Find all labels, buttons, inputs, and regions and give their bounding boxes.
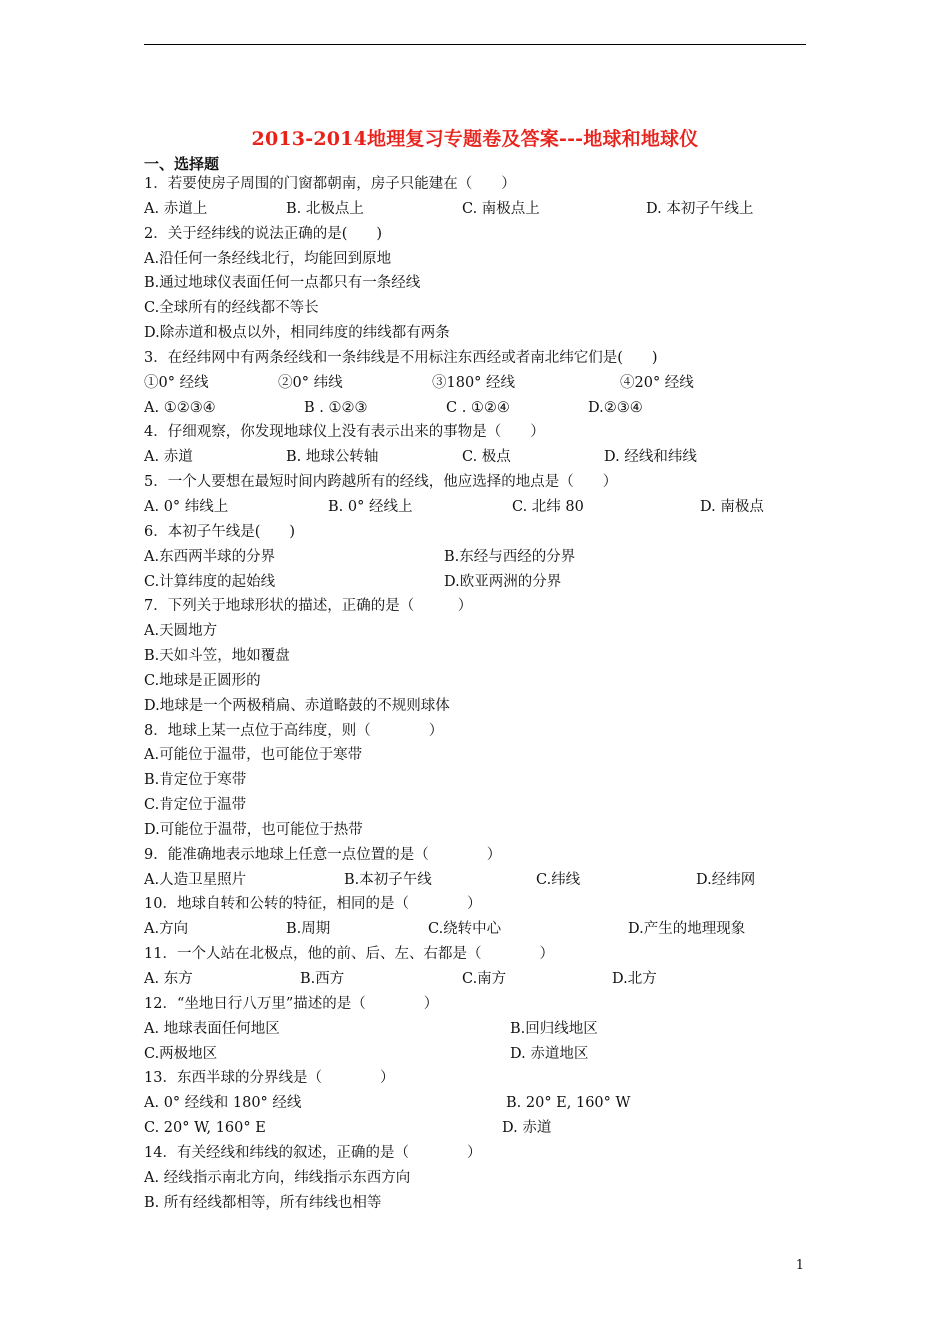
text-line [144,420,824,445]
text-line [144,1066,824,1091]
text-line [144,495,824,520]
text-line [144,1141,824,1166]
text-line [144,644,824,669]
line-text: 12．“坐地日行八万里”描述的是（ ） [144,995,439,1012]
text-line [144,1116,824,1141]
option-text: D. 赤道地区 [510,1045,589,1062]
option-text: ④20° 经线 [620,374,694,391]
option-text: A.东西两半球的分界 [144,548,276,565]
line-text: B. 所有经线都相等，所有纬线也相等 [144,1194,382,1211]
text-line [144,818,824,843]
question-list [144,172,824,1215]
line-text: C.地球是正圆形的 [144,672,261,689]
option-text: D. 赤道 [502,1120,552,1137]
option-text: A. 东方 [144,971,193,987]
text-line [144,445,824,470]
option-text: C. 极点 [462,449,511,466]
line-text: A.沿任何一条经线北行，均能回到原地 [144,250,392,267]
option-text: D. 经线和纬线 [604,449,697,466]
option-text: C.两极地区 [144,1045,218,1062]
line-text: 1．若要使房子周围的门窗都朝南，房子只能建在（ ） [144,176,516,192]
option-text: C.计算纬度的起始线 [144,573,276,590]
option-text: B.周期 [286,921,331,938]
line-text: 2．关于经纬线的说法正确的是( ) [144,225,383,242]
text-line [144,694,824,719]
text-line [144,470,824,495]
text-line [144,1191,824,1216]
option-text: ②0° 纬线 [278,374,343,391]
line-text: B.通过地球仪表面任何一点都只有一条经线 [144,275,421,292]
text-line [144,892,824,917]
line-text: A. 经线指示南北方向，纬线指示东西方向 [144,1169,411,1186]
text-line [144,396,824,421]
line-text: A.天圆地方 [144,623,218,640]
text-line [144,743,824,768]
text-line [144,172,824,197]
option-text: D.产生的地理现象 [628,921,746,938]
text-line [144,719,824,744]
page-number: 1 [795,1258,804,1273]
option-text: D.欧亚两洲的分界 [444,573,562,590]
text-line [144,296,824,321]
option-text: C. 北纬 80 [512,498,584,515]
option-text: B. 20° E, 160° W [506,1095,631,1112]
line-text: 9．能准确地表示地球上任意一点位置的是（ ） [144,846,502,863]
text-line [144,1042,824,1067]
option-text: C.纬线 [536,871,581,888]
text-line [144,346,824,371]
line-text: 13．东西半球的分界线是（ ） [144,1070,395,1087]
option-text: A. 赤道上 [144,200,208,217]
line-text: 14．有关经线和纬线的叙述，正确的是（ ） [144,1144,482,1161]
option-text: C. 20° W, 160° E [144,1120,266,1137]
option-text: C.南方 [462,971,507,987]
option-text: A. 0° 纬线上 [144,498,229,515]
line-text: C.肯定位于温带 [144,797,247,814]
text-line [144,545,824,570]
text-line [144,594,824,619]
line-text: 6．本初子午线是( ) [144,523,296,540]
section-heading: 一、选择题 [144,155,220,173]
text-line [144,967,824,992]
text-line [144,1166,824,1191]
text-line [144,222,824,247]
text-line [144,868,824,893]
text-line [144,992,824,1017]
option-text: D. 本初子午线上 [646,200,754,217]
option-text: B . ①②③ [304,399,368,416]
option-text: A.人造卫星照片 [144,871,247,888]
option-text: ①0° 经线 [144,374,209,391]
option-text: A. 0° 经线和 180° 经线 [144,1095,302,1112]
text-line [144,793,824,818]
option-text: B. 地球公转轴 [286,449,379,466]
line-text: C.全球所有的经线都不等长 [144,300,319,317]
option-text: B. 北极点上 [286,200,364,217]
option-text: D.经纬网 [696,871,756,888]
text-line [144,843,824,868]
text-line [144,917,824,942]
line-text: 10．地球自转和公转的特征，相同的是（ ） [144,896,482,913]
line-text: A.可能位于温带，也可能位于寒带 [144,747,363,764]
option-text: C . ①②④ [446,399,510,416]
text-line [144,669,824,694]
option-text: ③180° 经线 [432,374,516,391]
text-line [144,321,824,346]
header-rule [144,44,806,45]
text-line [144,197,824,222]
option-text: A. ①②③④ [144,399,216,416]
document-title: 2013-2014地理复习专题卷及答案---地球和地球仪 [251,128,699,150]
text-line [144,271,824,296]
text-line [144,570,824,595]
option-text: C.绕转中心 [428,921,502,938]
option-text: A. 地球表面任何地区 [144,1020,280,1037]
text-line [144,1017,824,1042]
option-text: C. 南极点上 [462,200,540,217]
text-line [144,1091,824,1116]
option-text: D.北方 [612,971,657,987]
option-text: B.本初子午线 [344,871,432,888]
option-text: A. 赤道 [144,449,193,466]
line-text: 5．一个人要想在最短时间内跨越所有的经线，他应选择的地点是（ ） [144,474,618,491]
line-text: 3．在经纬网中有两条经线和一条纬线是不用标注东西经或者南北纬它们是( ) [144,349,658,366]
line-text: 4．仔细观察，你发现地球仪上没有表示出来的事物是（ ） [144,424,545,441]
text-line [144,520,824,545]
option-text: A.方向 [144,921,189,938]
line-text: D.地球是一个两极稍扁、赤道略鼓的不规则球体 [144,697,450,714]
line-text: D.除赤道和极点以外，相同纬度的纬线都有两条 [144,325,450,342]
option-text: B.东经与西经的分界 [444,548,576,565]
option-text: B. 0° 经线上 [328,498,413,515]
line-text: 11．一个人站在北极点，他的前、后、左、右都是（ ） [144,946,554,963]
option-text: B.西方 [300,971,345,987]
text-line [144,247,824,272]
text-line [144,619,824,644]
line-text: D.可能位于温带，也可能位于热带 [144,821,363,838]
text-line [144,768,824,793]
option-text: B.回归线地区 [510,1020,598,1037]
line-text: 7．下列关于地球形状的描述，正确的是（ ） [144,598,473,615]
text-line [144,942,824,967]
line-text: B.肯定位于寒带 [144,772,247,789]
text-line [144,371,824,396]
line-text: 8．地球上某一点位于高纬度，则（ ） [144,722,444,739]
option-text: D.②③④ [588,399,643,416]
line-text: B.天如斗笠，地如覆盘 [144,648,290,665]
option-text: D. 南极点 [700,498,764,515]
